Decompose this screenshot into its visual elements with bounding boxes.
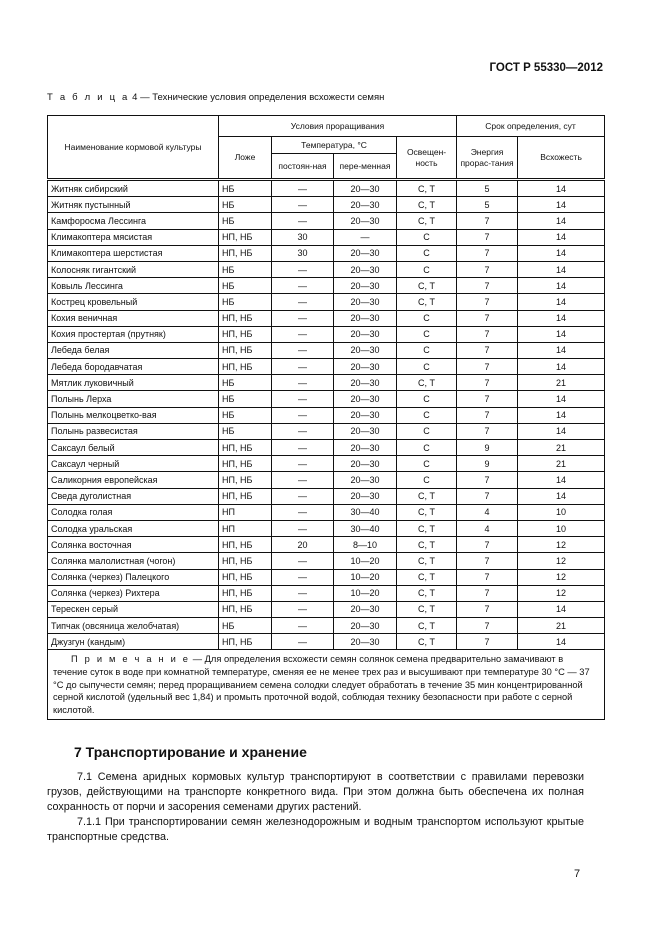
cell-temp-constant: —	[272, 359, 334, 375]
cell-energy: 7	[457, 537, 518, 553]
cell-crop-name: Сведа дуголистная	[48, 488, 219, 504]
cell-temp-constant: —	[272, 180, 334, 197]
cell-lighting: С	[397, 391, 457, 407]
cell-crop-name: Полынь развесистая	[48, 423, 219, 439]
cell-lighting: С, Т	[397, 553, 457, 569]
cell-germination: 14	[518, 601, 605, 617]
cell-temp-constant: —	[272, 585, 334, 601]
cell-temp-constant: —	[272, 504, 334, 520]
table-row	[48, 601, 605, 617]
cell-crop-name: Солодка уральская	[48, 520, 219, 536]
cell-crop-name: Саксаул белый	[48, 440, 219, 456]
cell-lighting: С	[397, 310, 457, 326]
cell-germination: 14	[518, 245, 605, 261]
table-row	[48, 456, 605, 472]
cell-temp-variable: 30—40	[334, 520, 397, 536]
cell-bed: НП, НБ	[219, 472, 272, 488]
cell-bed: НБ	[219, 180, 272, 197]
cell-bed: НП, НБ	[219, 488, 272, 504]
cell-energy: 5	[457, 197, 518, 213]
cell-temp-variable: 20—30	[334, 440, 397, 456]
cell-lighting: С	[397, 440, 457, 456]
table-row	[48, 520, 605, 536]
cell-energy: 9	[457, 440, 518, 456]
cell-bed: НБ	[219, 423, 272, 439]
table-row	[48, 569, 605, 585]
cell-energy: 4	[457, 504, 518, 520]
cell-bed: НБ	[219, 407, 272, 423]
cell-temp-constant: 30	[272, 245, 334, 261]
cell-energy: 7	[457, 618, 518, 634]
cell-temp-variable: —	[334, 229, 397, 245]
cell-lighting: С, Т	[397, 375, 457, 391]
cell-germination: 14	[518, 391, 605, 407]
cell-energy: 9	[457, 456, 518, 472]
table-row	[48, 326, 605, 342]
cell-energy: 5	[457, 180, 518, 197]
cell-temp-constant: —	[272, 213, 334, 229]
cell-lighting: С, Т	[397, 180, 457, 197]
cell-crop-name: Полынь мелкоцветко-вая	[48, 407, 219, 423]
cell-temp-variable: 20—30	[334, 342, 397, 358]
header-bed: Ложе	[219, 137, 272, 180]
cell-energy: 7	[457, 245, 518, 261]
table-row	[48, 197, 605, 213]
cell-bed: НБ	[219, 261, 272, 277]
cell-temp-variable: 20—30	[334, 407, 397, 423]
cell-germination: 14	[518, 488, 605, 504]
cell-germination: 12	[518, 569, 605, 585]
table-row	[48, 440, 605, 456]
cell-temp-variable: 20—30	[334, 423, 397, 439]
cell-temp-constant: —	[272, 553, 334, 569]
cell-energy: 7	[457, 326, 518, 342]
cell-temp-variable: 20—30	[334, 197, 397, 213]
header-name: Наименование кормовой культуры	[48, 116, 219, 180]
cell-temp-variable: 10—20	[334, 585, 397, 601]
cell-temp-constant: —	[272, 423, 334, 439]
cell-temp-variable: 20—30	[334, 180, 397, 197]
cell-germination: 14	[518, 278, 605, 294]
cell-energy: 7	[457, 294, 518, 310]
cell-germination: 14	[518, 423, 605, 439]
paragraph-7-1-1: 7.1.1 При транспортировании семян железнодорожным и водным транспортом используют крытые транспортные средства.	[47, 816, 584, 843]
section-title: 7 Транспортирование и хранение	[74, 744, 307, 760]
cell-temp-variable: 10—20	[334, 553, 397, 569]
table-row	[48, 180, 605, 197]
header-temperature: Температура, °С	[272, 137, 397, 154]
cell-bed: НБ	[219, 294, 272, 310]
cell-energy: 7	[457, 342, 518, 358]
cell-temp-constant: —	[272, 326, 334, 342]
cell-bed: НБ	[219, 618, 272, 634]
cell-bed: НБ	[219, 278, 272, 294]
cell-crop-name: Лебеда бородавчатая	[48, 359, 219, 375]
cell-germination: 14	[518, 213, 605, 229]
cell-bed: НП, НБ	[219, 569, 272, 585]
cell-bed: НП, НБ	[219, 553, 272, 569]
table-row	[48, 245, 605, 261]
cell-crop-name: Мятлик луковичный	[48, 375, 219, 391]
cell-crop-name: Камфоросма Лессинга	[48, 213, 219, 229]
table-row	[48, 278, 605, 294]
cell-energy: 7	[457, 553, 518, 569]
cell-crop-name: Саксаул черный	[48, 456, 219, 472]
cell-temp-variable: 20—30	[334, 601, 397, 617]
cell-temp-variable: 20—30	[334, 618, 397, 634]
cell-germination: 14	[518, 180, 605, 197]
cell-temp-variable: 20—30	[334, 261, 397, 277]
cell-lighting: С	[397, 407, 457, 423]
cell-lighting: С, Т	[397, 569, 457, 585]
cell-crop-name: Кохия веничная	[48, 310, 219, 326]
cell-lighting: С	[397, 456, 457, 472]
cell-energy: 7	[457, 261, 518, 277]
cell-bed: НП	[219, 504, 272, 520]
caption-prefix: Т а б л и ц а	[47, 92, 130, 103]
cell-temp-constant: —	[272, 618, 334, 634]
cell-bed: НП, НБ	[219, 342, 272, 358]
cell-germination: 14	[518, 472, 605, 488]
cell-lighting: С	[397, 342, 457, 358]
cell-temp-variable: 20—30	[334, 245, 397, 261]
cell-temp-constant: —	[272, 342, 334, 358]
cell-temp-constant: —	[272, 634, 334, 650]
paragraph-7-1: 7.1 Семена аридных кормовых культур транспортируют в соответствии с правилами перевозки грузов, действующими на транспорте конкретного вида. При этом должна быть обеспечена их полная сохранность от порчи и засорения семенами других растений.	[47, 771, 584, 813]
table-caption	[47, 92, 384, 103]
cell-crop-name: Колосняк гигантский	[48, 261, 219, 277]
table-row	[48, 488, 605, 504]
table-row	[48, 310, 605, 326]
cell-germination: 14	[518, 326, 605, 342]
cell-germination: 14	[518, 359, 605, 375]
cell-energy: 4	[457, 520, 518, 536]
cell-bed: НП, НБ	[219, 310, 272, 326]
cell-temp-variable: 10—20	[334, 569, 397, 585]
cell-germination: 14	[518, 229, 605, 245]
cell-lighting: С, Т	[397, 488, 457, 504]
cell-germination: 10	[518, 520, 605, 536]
cell-bed: НП, НБ	[219, 537, 272, 553]
cell-germination: 14	[518, 197, 605, 213]
cell-crop-name: Житняк пустынный	[48, 197, 219, 213]
cell-crop-name: Лебеда белая	[48, 342, 219, 358]
header-conditions: Условия проращивания	[219, 116, 457, 137]
cell-crop-name: Солянка (черкез) Рихтера	[48, 585, 219, 601]
caption-text: 4 — Технические условия определения всхожести семян	[129, 92, 385, 103]
cell-germination: 14	[518, 342, 605, 358]
note-prefix: П р и м е ч а н и е	[71, 654, 191, 665]
cell-temp-variable: 20—30	[334, 278, 397, 294]
header-constant: постоян-ная	[272, 154, 334, 180]
cell-crop-name: Солянка малолистная (чогон)	[48, 553, 219, 569]
cell-temp-variable: 20—30	[334, 294, 397, 310]
cell-lighting: С, Т	[397, 537, 457, 553]
cell-crop-name: Солянка (черкез) Палецкого	[48, 569, 219, 585]
cell-germination: 14	[518, 294, 605, 310]
cell-temp-constant: —	[272, 278, 334, 294]
cell-crop-name: Саликорния европейская	[48, 472, 219, 488]
cell-temp-constant: —	[272, 488, 334, 504]
cell-energy: 7	[457, 310, 518, 326]
cell-energy: 7	[457, 585, 518, 601]
cell-energy: 7	[457, 391, 518, 407]
cell-crop-name: Кострец кровельный	[48, 294, 219, 310]
cell-bed: НБ	[219, 375, 272, 391]
table-row	[48, 504, 605, 520]
table-row	[48, 585, 605, 601]
cell-bed: НБ	[219, 213, 272, 229]
cell-temp-variable: 8—10	[334, 537, 397, 553]
germination-table	[47, 115, 605, 720]
cell-lighting: С, Т	[397, 213, 457, 229]
cell-temp-constant: —	[272, 569, 334, 585]
table-row	[48, 634, 605, 650]
cell-lighting: С	[397, 229, 457, 245]
header-germination: Всхожесть	[518, 137, 605, 180]
cell-energy: 7	[457, 278, 518, 294]
cell-temp-constant: —	[272, 440, 334, 456]
cell-temp-variable: 20—30	[334, 634, 397, 650]
cell-lighting: С, Т	[397, 278, 457, 294]
cell-germination: 14	[518, 634, 605, 650]
cell-crop-name: Полынь Лерха	[48, 391, 219, 407]
cell-germination: 12	[518, 537, 605, 553]
cell-energy: 7	[457, 634, 518, 650]
cell-lighting: С, Т	[397, 601, 457, 617]
cell-germination: 21	[518, 618, 605, 634]
cell-energy: 7	[457, 407, 518, 423]
cell-temp-variable: 20—30	[334, 310, 397, 326]
cell-bed: НП, НБ	[219, 456, 272, 472]
cell-temp-constant: —	[272, 375, 334, 391]
cell-germination: 10	[518, 504, 605, 520]
table-row	[48, 618, 605, 634]
cell-temp-constant: —	[272, 197, 334, 213]
cell-bed: НП, НБ	[219, 585, 272, 601]
cell-lighting: С	[397, 359, 457, 375]
cell-temp-constant: —	[272, 294, 334, 310]
cell-crop-name: Климакоптера мясистая	[48, 229, 219, 245]
cell-lighting: С	[397, 261, 457, 277]
header-term: Срок определения, сут	[457, 116, 605, 137]
cell-temp-constant: —	[272, 391, 334, 407]
cell-energy: 7	[457, 569, 518, 585]
table-row	[48, 472, 605, 488]
page-number: 7	[574, 868, 581, 880]
cell-bed: НП, НБ	[219, 634, 272, 650]
cell-temp-variable: 20—30	[334, 326, 397, 342]
table-row	[48, 537, 605, 553]
table-row	[48, 229, 605, 245]
table-row	[48, 359, 605, 375]
cell-energy: 7	[457, 601, 518, 617]
cell-temp-constant: —	[272, 520, 334, 536]
cell-crop-name: Солодка голая	[48, 504, 219, 520]
cell-temp-variable: 20—30	[334, 456, 397, 472]
cell-energy: 7	[457, 229, 518, 245]
cell-energy: 7	[457, 472, 518, 488]
table-row	[48, 407, 605, 423]
header-lighting: Освещен-ность	[397, 137, 457, 180]
cell-lighting: С, Т	[397, 504, 457, 520]
cell-temp-constant: —	[272, 261, 334, 277]
cell-germination: 21	[518, 440, 605, 456]
cell-germination: 21	[518, 375, 605, 391]
cell-crop-name: Типчак (овсяница желобчатая)	[48, 618, 219, 634]
cell-crop-name: Терескен серый	[48, 601, 219, 617]
note-text: — Для определения всхожести семян солянок семена предварительно замачивают в течение суток в воде при комнатной температуре, сменяя ее не менее трех раз и высушивают при температуре 30 °С — 37 °С до сыпучести семян; перед проращиванием семена солодки следует обработать в течение 35 мин концентрированной серной кислотой (удельный вес 1,84) и промыть проточной водой, соблюдая технику безопасности при работе с серной кислотой.	[53, 654, 590, 715]
cell-lighting: С	[397, 423, 457, 439]
cell-energy: 7	[457, 375, 518, 391]
cell-energy: 7	[457, 423, 518, 439]
table-row	[48, 553, 605, 569]
cell-temp-constant: —	[272, 310, 334, 326]
cell-lighting: С, Т	[397, 634, 457, 650]
cell-germination: 14	[518, 407, 605, 423]
cell-bed: НП	[219, 520, 272, 536]
cell-energy: 7	[457, 488, 518, 504]
cell-germination: 21	[518, 456, 605, 472]
cell-crop-name: Климакоптера шерстистая	[48, 245, 219, 261]
table-row	[48, 391, 605, 407]
cell-temp-variable: 20—30	[334, 375, 397, 391]
cell-lighting: С	[397, 326, 457, 342]
cell-temp-constant: 20	[272, 537, 334, 553]
cell-temp-constant: —	[272, 472, 334, 488]
cell-germination: 14	[518, 310, 605, 326]
cell-bed: НП, НБ	[219, 359, 272, 375]
table-row	[48, 342, 605, 358]
table-note	[48, 650, 605, 720]
cell-temp-variable: 20—30	[334, 472, 397, 488]
header-variable: пере-менная	[334, 154, 397, 180]
cell-lighting: С, Т	[397, 294, 457, 310]
table-row	[48, 261, 605, 277]
cell-crop-name: Джузгун (кандым)	[48, 634, 219, 650]
cell-bed: НП, НБ	[219, 326, 272, 342]
cell-lighting: С, Т	[397, 520, 457, 536]
cell-temp-variable: 20—30	[334, 488, 397, 504]
cell-bed: НП, НБ	[219, 245, 272, 261]
cell-germination: 14	[518, 261, 605, 277]
cell-temp-variable: 20—30	[334, 359, 397, 375]
cell-temp-variable: 20—30	[334, 391, 397, 407]
cell-temp-variable: 20—30	[334, 213, 397, 229]
cell-crop-name: Солянка восточная	[48, 537, 219, 553]
cell-bed: НБ	[219, 197, 272, 213]
cell-energy: 7	[457, 213, 518, 229]
cell-crop-name: Кохия простертая (прутняк)	[48, 326, 219, 342]
cell-lighting: С, Т	[397, 197, 457, 213]
cell-germination: 12	[518, 585, 605, 601]
cell-energy: 7	[457, 359, 518, 375]
header-energy: Энергия прорас-тания	[457, 137, 518, 180]
cell-crop-name: Ковыль Лессинга	[48, 278, 219, 294]
cell-germination: 12	[518, 553, 605, 569]
cell-bed: НП, НБ	[219, 440, 272, 456]
table-row	[48, 213, 605, 229]
standard-number: ГОСТ Р 55330—2012	[489, 62, 603, 74]
cell-temp-variable: 30—40	[334, 504, 397, 520]
table-row	[48, 294, 605, 310]
cell-bed: НП, НБ	[219, 601, 272, 617]
cell-temp-constant: —	[272, 601, 334, 617]
cell-lighting: С, Т	[397, 585, 457, 601]
cell-bed: НБ	[219, 391, 272, 407]
cell-lighting: С	[397, 245, 457, 261]
table-row	[48, 375, 605, 391]
cell-lighting: С	[397, 472, 457, 488]
cell-temp-constant: —	[272, 407, 334, 423]
cell-bed: НП, НБ	[219, 229, 272, 245]
table-row	[48, 423, 605, 439]
cell-temp-constant: —	[272, 456, 334, 472]
cell-temp-constant: 30	[272, 229, 334, 245]
cell-crop-name: Житняк сибирский	[48, 180, 219, 197]
cell-lighting: С, Т	[397, 618, 457, 634]
